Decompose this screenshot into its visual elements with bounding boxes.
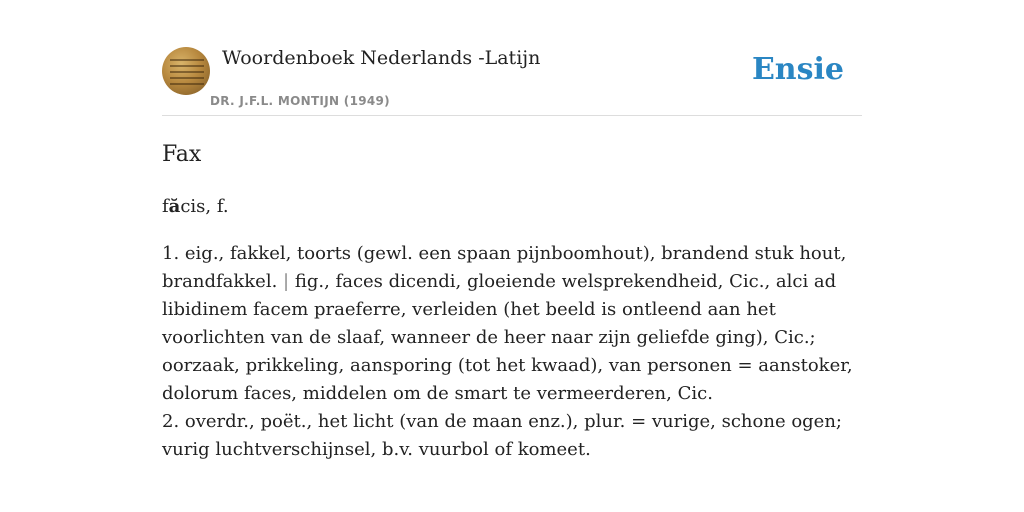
sense-1-literal: 1. eig., fakkel, toorts (gewl. een spaan pijnboomhout), brandend stuk hout, brandfakkel. bbox=[162, 243, 847, 292]
dictionary-card bbox=[162, 44, 862, 460]
grammar-suffix: cis, f. bbox=[180, 196, 229, 217]
sense-1 bbox=[162, 240, 862, 408]
ensie-logo[interactable]: Ensie bbox=[751, 52, 844, 87]
headword: Fax bbox=[162, 142, 202, 167]
medallion-coin-icon[interactable] bbox=[162, 47, 210, 95]
sense-1-figurative: fig., faces dicendi, gloeiende welsprekendheid, Cic., alci ad libidinem facem praeferre, verleiden (het beeld is ontleend aan het voorlichten van de slaaf, wanneer de heer naar zijn geliefde ging), Cic.; oorzaak, prikkeling, aansporing (tot het kwaad), van personen = aanstoker, dolorum faces, middelen om de smart te vermeerderen, Cic. bbox=[162, 271, 853, 404]
grammar-prefix: f bbox=[162, 196, 169, 217]
definition-text bbox=[162, 240, 862, 464]
dictionary-header bbox=[162, 44, 862, 116]
author-label: DR. J.F.L. MONTIJN (1949) bbox=[210, 94, 390, 108]
book-title[interactable]: Woordenboek Nederlands -Latijn bbox=[222, 47, 541, 69]
sense-separator: | bbox=[283, 271, 290, 292]
grammar-info bbox=[162, 196, 229, 217]
grammar-accent: ă bbox=[168, 196, 181, 217]
sense-2: 2. overdr., poët., het licht (van de maan enz.), plur. = vurige, schone ogen; vurig luchtverschijnsel, b.v. vuurbol of komeet. bbox=[162, 411, 842, 460]
